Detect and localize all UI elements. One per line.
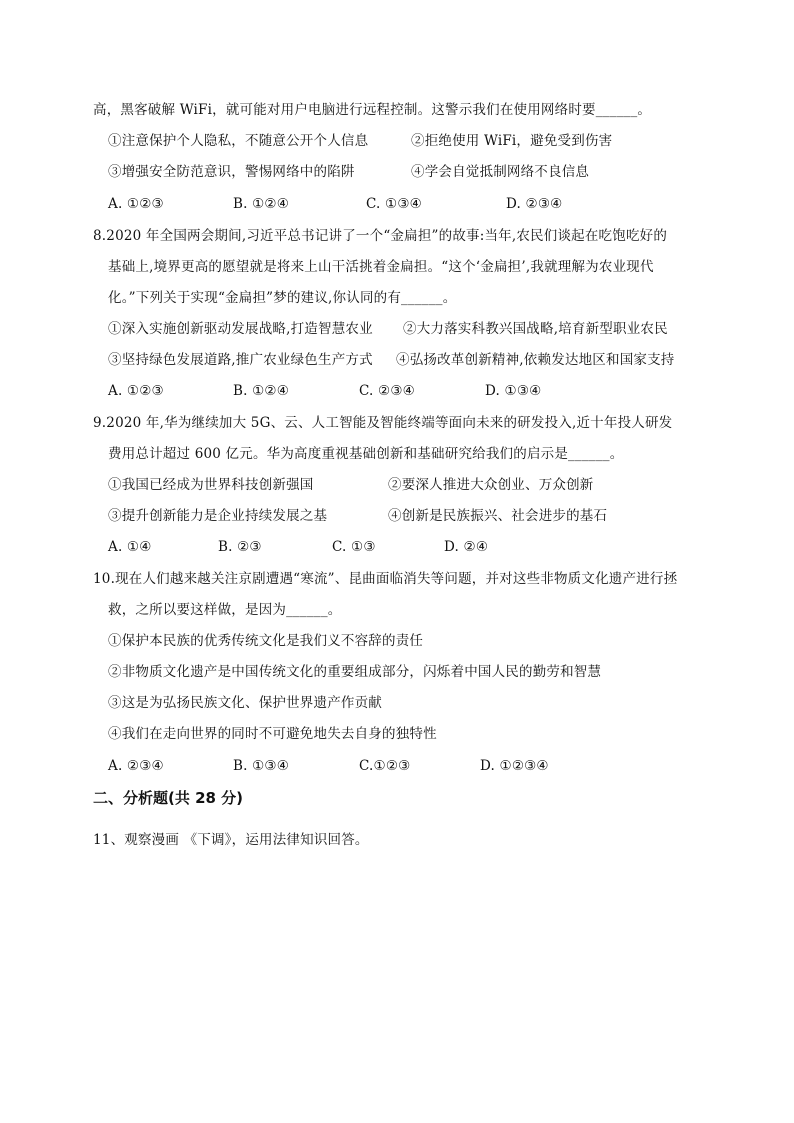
q10-option-c: C.①②③: [359, 758, 411, 774]
q10-statement-1: ①保护本民族的优秀传统文化是我们义不容辞的责任: [108, 633, 424, 649]
q8-options: [108, 381, 708, 401]
q10-options: [108, 756, 708, 776]
q8-stem-line-3: 化。”下列关于实现“金扁担”梦的建议,你认同的有______。: [108, 290, 457, 306]
q8-statement-1: ①深入实施创新驱动发展战略,打造智慧农业: [108, 321, 373, 337]
q8-option-a: A. ①②③: [108, 383, 164, 399]
q8-stem-line-1: 8.2020 年全国两会期间,习近平总书记讲了一个“金扁担”的故事:当年,农民们谈起在吃饱吃好的: [93, 228, 668, 244]
q9-statement-3: ③提升创新能力是企业持续发展之基: [108, 508, 328, 524]
q9-option-b: B. ②③: [218, 539, 262, 555]
q10-statement-4: ④我们在走向世界的同时不可避免地失去自身的独特性: [108, 726, 437, 742]
q9-stem-line-1: 9.2020 年,华为继续加大 5G、云、人工智能及智能终端等面向未来的研发投入,近十年投人研发: [93, 415, 673, 431]
q8-statement-2: ②大力落实科教兴国战略,培育新型职业农民: [403, 321, 668, 337]
q10-option-a: A. ②③④: [108, 758, 164, 774]
q10-statement-3: ③这是为弘扬民族文化、保护世界遗产作贡献: [108, 695, 382, 711]
q7-statement-4: ④学会自觉抵制网络不良信息: [411, 164, 590, 180]
q7-option-a: A. ①②③: [108, 196, 164, 212]
q9-statement-4: ④创新是民族振兴、社会进步的基石: [388, 508, 608, 524]
q8-statement-4: ④弘扬改革创新精神,依赖发达地区和国家支持: [396, 352, 675, 368]
q8-option-c: C. ②③④: [359, 383, 415, 399]
q7-option-b: B. ①②④: [233, 196, 290, 212]
q10-option-d: D. ①②③④: [480, 758, 549, 774]
q9-stem-line-2: 费用总计超过 600 亿元。华为高度重视基础创新和基础研究给我们的启示是______。: [108, 446, 624, 462]
q8-statement-3: ③坚持绿色发展道路,推广农业绿色生产方式: [108, 352, 373, 368]
q7-statement-3: ③增强安全防范意识，警惕网络中的陷阱: [108, 164, 355, 180]
q7-statement-1: ①注意保护个人隐私，不随意公开个人信息: [108, 133, 369, 149]
section-2-title: 二、分析题(共 28 分): [93, 789, 244, 807]
q9-options: [108, 537, 708, 557]
q10-statement-2: ②非物质文化遗产是中国传统文化的重要组成部分，闪烁着中国人民的勤劳和智慧: [108, 664, 602, 680]
q9-option-c: C. ①③: [332, 539, 376, 555]
q8-option-b: B. ①②④: [233, 383, 290, 399]
q9-statement-1: ①我国已经成为世界科技创新强国: [108, 477, 314, 493]
q7-options: [108, 194, 708, 214]
q10-stem-line-1: 10.现在人们越来越关注京剧遭遇“寒流”、昆曲面临消失等问题，并对这些非物质文化遗产进行拯: [93, 571, 678, 587]
q11-stem-line: 11、观察漫画 《下调》，运用法律知识回答。: [93, 832, 369, 848]
q10-option-b: B. ①③④: [233, 758, 290, 774]
q10-stem-line-2: 救，之所以要这样做，是因为______。: [108, 602, 342, 618]
q9-option-d: D. ②④: [444, 539, 489, 555]
q9-statement-2: ②要深人推进大众创业、万众创新: [388, 477, 594, 493]
q8-stem-line-2: 基础上,境界更高的愿望就是将来上山干活挑着金扁担。“这个‘金扁担’,我就理解为农业现代: [108, 259, 654, 275]
q9-option-a: A. ①④: [108, 539, 152, 555]
q7-option-c: C. ①③④: [366, 196, 422, 212]
q7-option-d: D. ②③④: [506, 196, 563, 212]
q8-option-d: D. ①③④: [485, 383, 542, 399]
q7-stem-line: 高，黑客破解 WiFi，就可能对用户电脑进行远程控制。这警示我们在使用网络时要______。: [93, 102, 652, 118]
q7-statement-2: ②拒绝使用 WiFi，避免受到伤害: [411, 133, 613, 149]
